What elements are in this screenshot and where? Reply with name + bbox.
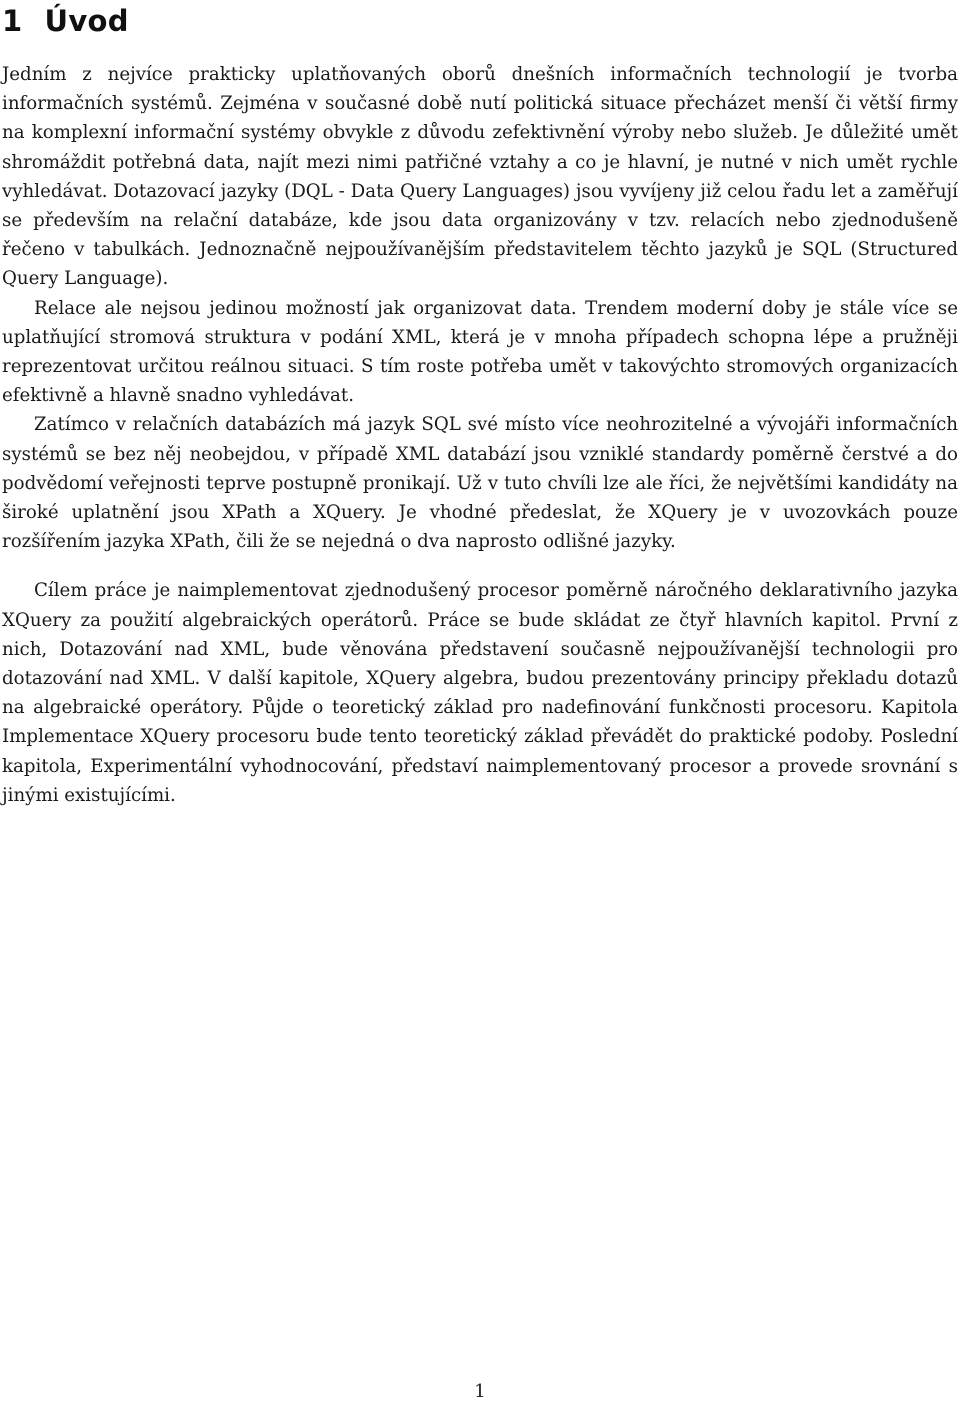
page-number: 1 bbox=[474, 1381, 486, 1402]
paragraph-intro: Jedním z nejvíce prakticky uplatňovaných oborů dnešních informačních technologií je tvorba informačních systémů. Zejména v současné době nutí politická situace přecházet menší či větší firmy na komplexní informační systémy obvykle z důvodu zefektivnění výroby nebo služeb. Je důležité umět shromáždit potřebná data, najít mezi nimi patřičné vztahy a co je hlavní, je nutné v nich umět rychle vyhledávat. Dotazovací jazyky (DQL - Data Query Languages) jsou vyvíjeny již celou řadu let a zaměřují se především na relační databáze, kde jsou data organizovány v tzv. relacích nebo zjednodušeně řečeno v tabulkách. Jednoznačně nejpoužívanějším představitelem těchto jazyků je SQL (Structured Query Language). bbox=[2, 64, 958, 290]
section-title: Úvod bbox=[44, 4, 129, 38]
body-text bbox=[2, 60, 958, 810]
paragraph-xml-standards: Zatímco v relačních databázích má jazyk SQL své místo více neohrozitelné a vývojáři informačních systémů se bez něj neobejdou, v případě XML databází jsou vzniklé standardy poměrně čerstvé a do podvědomí veřejnosti teprve postupně pronikají. Už v tuto chvíli lze ale říci, že největšími kandidáty na široké uplatnění jsou XPath a XQuery. Je vhodné předeslat, že XQuery je v uvozovkách pouze rozšířením jazyka XPath, čili že se nejedná o dva naprosto odlišné jazyky. bbox=[2, 414, 958, 553]
paragraph-relations: Relace ale nejsou jedinou možností jak organizovat data. Trendem moderní doby je stále více se uplatňující stromová struktura v podání XML, která je v mnoha případech schopna lépe a pružněji reprezentovat určitou reálnou situaci. S tím roste potřeba umět v takovýchto stromových organizacích efektivně a hlavně snadno vyhledávat. bbox=[2, 297, 958, 407]
paragraph-thesis-goal: Cílem práce je naimplementovat zjednodušený procesor poměrně náročného deklarativního jazyka XQuery za použití algebraických operátorů. Práce se bude skládat ze čtyř hlavních kapitol. První z nich, Dotazování nad XML, bude věnována představení současně nejpoužívanější technologii pro dotazování nad XML. V další kapitole, XQuery algebra, budou prezentovány principy překladu dotazů na algebraické operátory. Půjde o teoretický základ pro nadefinování funkčnosti procesoru. Kapitola Implementace XQuery procesoru bude tento teoretický základ převádět do praktické podoby. Poslední kapitola, Experimentální vyhodnocování, představí naimplementovaný procesor a provede srovnání s jinými existujícími. bbox=[2, 580, 958, 806]
section-number: 1 bbox=[2, 4, 23, 38]
section-heading bbox=[2, 2, 129, 40]
